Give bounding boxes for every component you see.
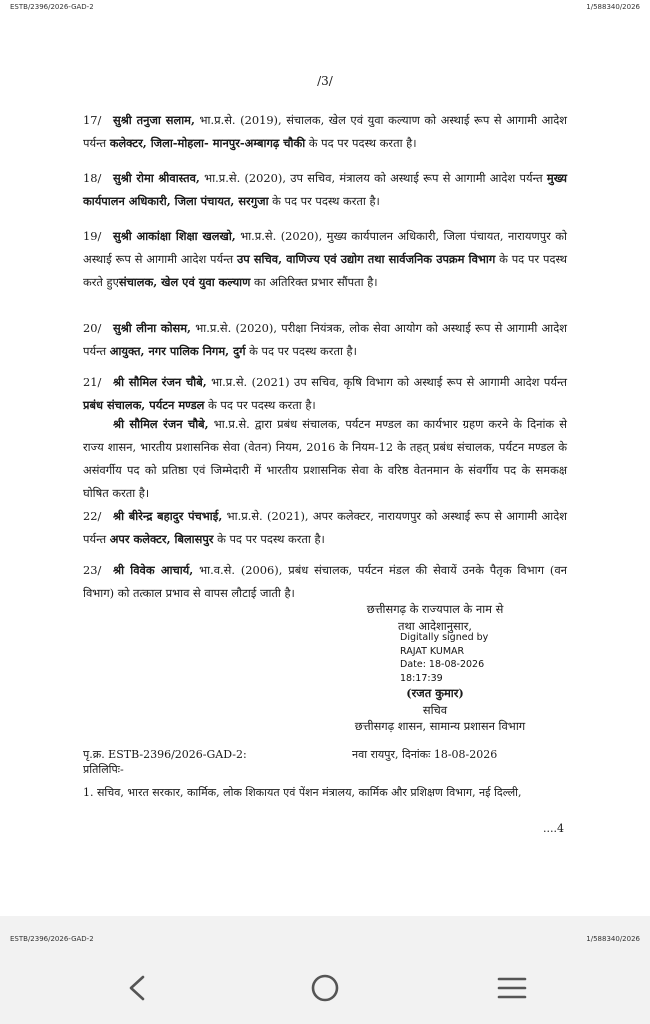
bold-text: संचालक, खेल एवं युवा कल्याण [118,275,251,289]
body-text: के पद पर पदस्थ करता है। [305,136,417,150]
body-text: भा.प्र.से. (2020), मुख्य कार्यपालन अधिकारी, जिला पंचायत, नारायणपुर को अस्थाई रूप से आगामी आदेश पर्यन्त [83,229,567,266]
back-icon [118,968,158,1008]
signatory-department: छत्तीसगढ़ शासन, सामान्य प्रशासन विभाग [354,719,526,733]
page-marker: /3/ [317,74,333,88]
digital-sign-line: Digitally signed by [400,632,489,643]
paragraph-number: 21/ [83,375,102,389]
body-text: भा.प्र.से. (2021), अपर कलेक्टर, नारायणपुर को अस्थाई रूप से आगामी आदेश पर्यन्त [83,509,567,546]
digital-sign-line: RAJAT KUMAR [400,645,465,657]
digital-sign-line: Date: 18-08-2026 [400,659,485,670]
body-text: के पद पर पदस्थ करता है। [204,398,316,412]
paragraph-number: 17/ [83,113,102,127]
endorsement-ref: पृ.क्र. ESTB-2396/2026-GAD-2: [83,748,247,761]
bold-text: आयुक्त, नगर पालिक निगम, दुर्ग [109,344,246,358]
bold-text: अपर कलेक्टर, बिलासपुर [109,532,214,546]
viewer-header [0,0,650,14]
bold-text: श्री सौमिल रंजन चौबे, [113,375,207,389]
bold-text: कलेक्टर, जिला-मोहला- मानपुर-अम्बागढ़ चौकी [109,136,306,150]
signatory-name: (रजत कुमार) [406,686,464,700]
order-paragraph [83,413,567,505]
menu-icon [492,968,532,1008]
signature-line-1: छत्तीसगढ़ के राज्यपाल के नाम से [366,602,504,616]
order-paragraph [83,167,567,213]
body-text: भा.प्र.से. (2020), परीक्षा नियंत्रक, लोक सेवा आयोग को अस्थाई रूप से आगामी आदेश पर्यन्त [83,321,567,358]
body-text: भा.प्र.से. (2019), संचालक, खेल एवं युवा कल्याण को अस्थाई रूप से आगामी आदेश पर्यन्त [83,113,568,150]
footer-file-number: 1/588340/2026 [586,935,640,943]
copy-label: प्रतिलिपिः- [83,763,124,776]
paragraph-number: 23/ [83,563,102,577]
digital-sign-line: 18:17:39 [400,672,443,684]
paragraph-number: 22/ [83,509,102,523]
body-text: के पद पर पदस्थ करता है। [213,532,325,546]
body-text: के पद पर पदस्थ करता है। [245,344,357,358]
signatory-designation: सचिव [422,703,448,717]
bold-text: प्रबंध संचालक, पर्यटन मण्डल [83,398,205,412]
body-text: भा.व.से. (2006), प्रबंध संचालक, पर्यटन मंडल की सेवायें उनके पैतृक विभाग (वन विभाग) को तत्काल प्रभाव से वापस लौटाई जाती है। [83,563,567,600]
order-paragraph [83,505,567,551]
order-paragraph [83,559,567,605]
body-text: के पद पर पदस्थ करता है। [268,194,380,208]
home-icon [305,968,345,1008]
body-text: के पद पर पदस्थ करते हुए [83,252,567,289]
order-paragraph [83,371,567,417]
recent-apps-button[interactable] [492,968,532,1008]
viewer-footer [0,916,650,943]
body-text: भा.प्र.से. द्वारा प्रबंध संचालक, पर्यटन मण्डल का कार्यभार ग्रहण करने के दिनांक से राज्य शासन, भारतीय प्रशासनिक सेवा (वेतन) नियम, 2016 के नियम-12 के तहत् प्रबंध संचालक, पर्यटन मण्डल के असंवर्गीय पद को प्रतिष्ठा एवं जिम्मेदारी में भारतीय प्रशासनिक सेवा के वरिष्ठ वेतनमान के संवर्गीय पद के समकक्ष घोषित करता है। [83,417,567,500]
order-paragraph [83,317,567,363]
paragraph-number: 20/ [83,321,102,335]
copy-item: 1. सचिव, भारत सरकार, कार्मिक, लोक शिकायत एवं पेंशन मंत्रालय, कार्मिक और प्रशिक्षण विभाग, नई दिल्ली, [83,786,522,799]
order-paragraph [83,109,567,155]
footer-doc-ref: ESTB/2396/2026-GAD-2 [10,935,94,943]
bold-text: सुश्री रोमा श्रीवास्तव, [113,171,200,185]
order-paragraph [83,225,567,294]
paragraph-number: 18/ [83,171,102,185]
back-button[interactable] [118,968,158,1008]
header-doc-ref: ESTB/2396/2026-GAD-2 [10,3,94,11]
continuation-marker: ....4 [543,822,564,835]
body-text: भा.प्र.से. (2021) उप सचिव, कृषि विभाग को अस्थाई रूप से आगामी आदेश पर्यन्त [206,375,567,389]
digital-signature-block [400,631,488,685]
home-button[interactable] [305,968,345,1008]
header-file-number: 1/588340/2026 [586,3,640,11]
bold-text: श्री विवेक आचार्य, [113,563,194,577]
endorsement-place-date: नवा रायपुर, दिनांकः 18-08-2026 [352,748,498,761]
body-text: भा.प्र.से. (2020), उप सचिव, मंत्रालय को अस्थाई रूप से आगामी आदेश पर्यन्त [199,171,547,185]
bold-text: मुख्य कार्यपालन अधिकारी, जिला पंचायत, सरगुजा [83,171,567,208]
bold-text: सुश्री आकांक्षा शिक्षा खलखो, [113,229,236,243]
bold-text: उप सचिव, वाणिज्य एवं उद्योग तथा सार्वजनिक उपक्रम विभाग [236,252,496,266]
bold-text: सुश्री लीना कोसम, [113,321,192,335]
document-page [0,14,650,916]
signature-line-2: तथा आदेशानुसार, [398,619,472,633]
bold-text: श्री सौमिल रंजन चौबे, [113,417,209,431]
bold-text: सुश्री तनुजा सलाम, [113,113,195,127]
body-text: का अतिरिक्त प्रभार सौंपता है। [250,275,378,289]
bold-text: श्री बीरेन्द्र बहादुर पंचभाई, [113,509,223,523]
paragraph-number: 19/ [83,229,102,243]
system-navigation-bar [0,950,650,1024]
